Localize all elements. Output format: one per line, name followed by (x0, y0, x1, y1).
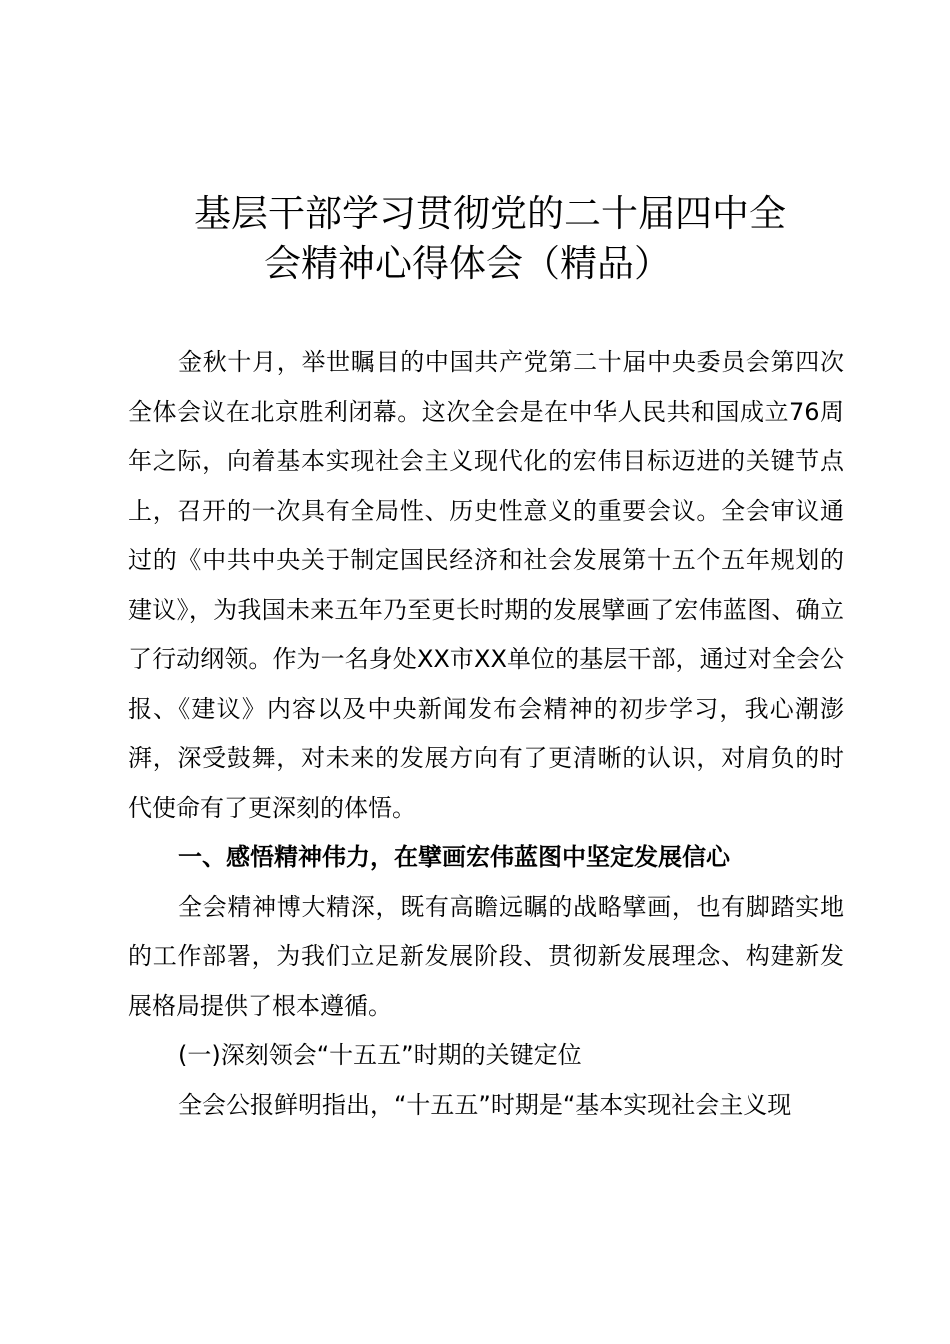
subsection-paragraph: 全会公报鲜明指出，“十五五”时期是“基本实现社会主义现 (178, 1090, 792, 1119)
subsection-heading: (一)深刻领会“十五五”时期的关键定位 (178, 1041, 582, 1069)
document-title-line-2: 会精神心得体会（精品） (264, 242, 671, 285)
section-paragraph: 全会精神博大精深，既有高瞻远瞩的战略擘画，也有脚踏实地的工作部署，为我们立足新发展阶段、贯彻新发展理念、构建新发展格局提供了根本遵循。 (128, 892, 844, 1020)
intro-paragraph: 金秋十月，举世瞩目的中国共产党第二十届中央委员会第四次全体会议在北京胜利闭幕。这次全会是在中华人民共和国成立76周年之际，向着基本实现社会主义现代化的宏伟目标迈进的关键节点上，召开的一次具有全局性、历史性意义的重要会议。全会审议通过的《中共中央关于制定国民经济和社会发展第十五个五年规划的建议》，为我国未来五年乃至更长时期的发展擘画了宏伟蓝图、确立了行动纲领。作为一名身处XX市XX单位的基层干部，通过对全会公报、《建议》内容以及中央新闻发布会精神的初步学习，我心潮澎湃，深受鼓舞，对未来的发展方向有了更清晰的认识，对肩负的时代使命有了更深刻的体悟。 (128, 348, 844, 822)
section-heading: 一、感悟精神伟力，在擘画宏伟蓝图中坚定发展信心 (178, 843, 730, 871)
document-body (128, 338, 844, 1130)
document-title-line-1: 基层干部学习贯彻党的二十届四中全 (194, 192, 786, 235)
